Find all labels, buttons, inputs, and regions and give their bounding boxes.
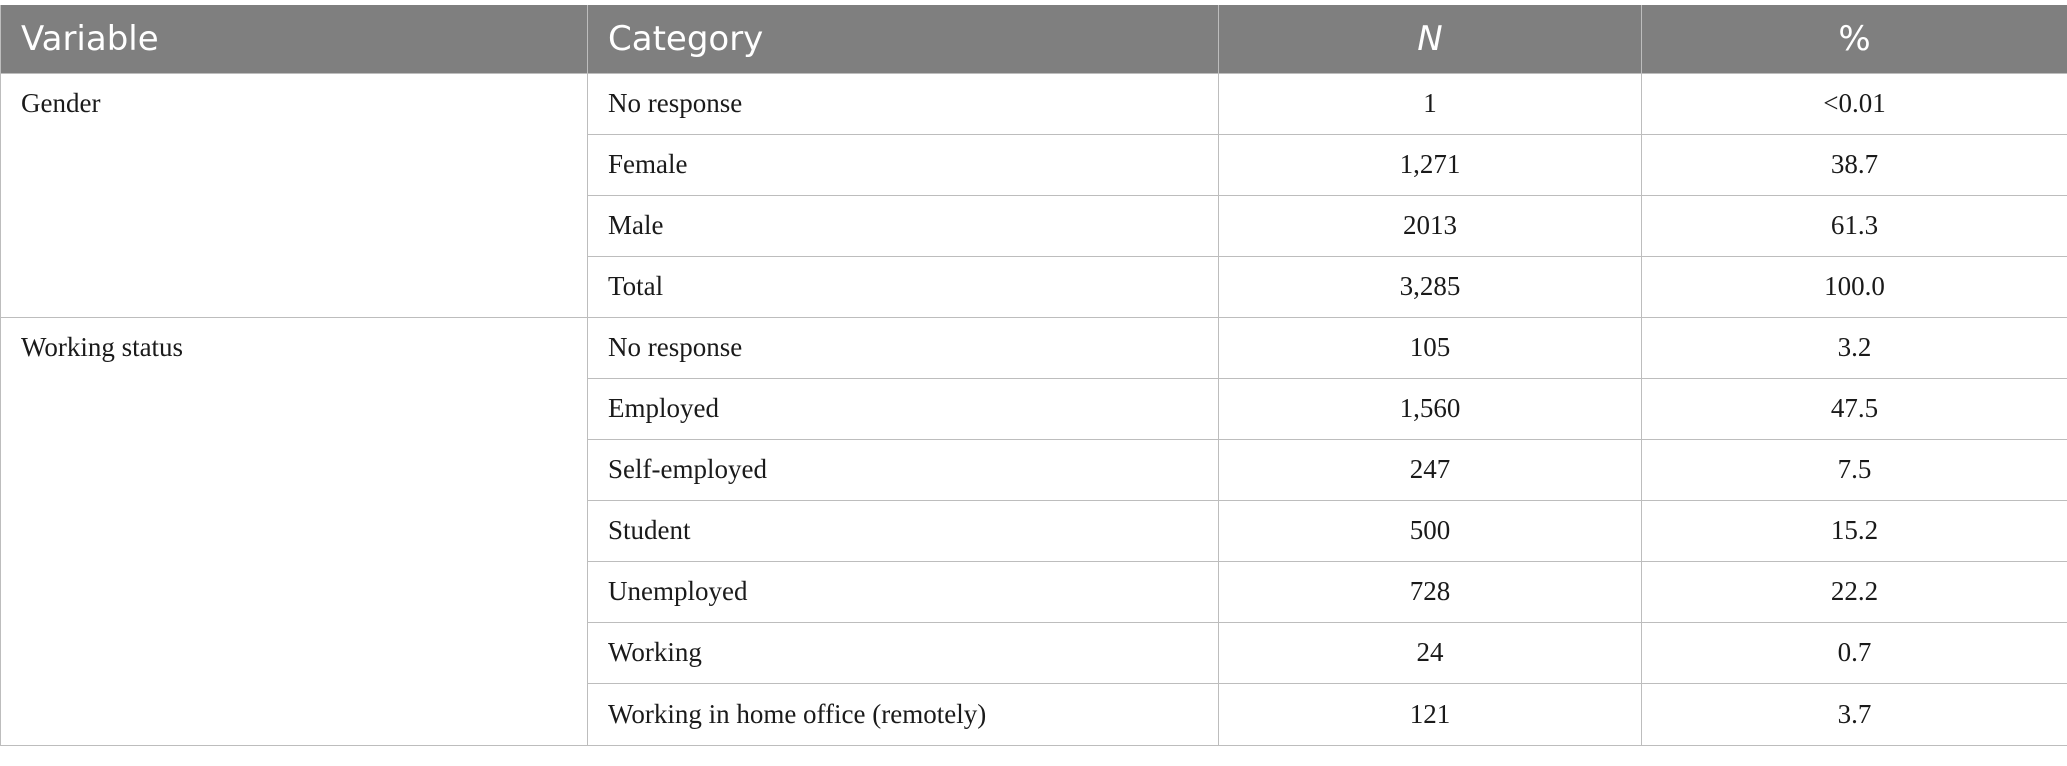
header-variable: Variable: [1, 5, 588, 73]
n-cell: 105: [1219, 317, 1642, 378]
n-cell: 1: [1219, 73, 1642, 134]
percent-cell: 22.2: [1642, 561, 2067, 622]
header-n: N: [1219, 5, 1642, 73]
table-header: [1, 5, 2067, 73]
n-cell: 728: [1219, 561, 1642, 622]
percent-cell: 7.5: [1642, 439, 2067, 500]
category-cell: Total: [588, 256, 1219, 317]
category-cell: Working: [588, 622, 1219, 683]
header-category: Category: [588, 5, 1219, 73]
category-cell: Female: [588, 134, 1219, 195]
percent-cell: 100.0: [1642, 256, 2067, 317]
n-cell: 2013: [1219, 195, 1642, 256]
n-cell: 24: [1219, 622, 1642, 683]
category-cell: Male: [588, 195, 1219, 256]
percent-cell: <0.01: [1642, 73, 2067, 134]
percent-cell: 61.3: [1642, 195, 2067, 256]
category-cell: Self-employed: [588, 439, 1219, 500]
variable-gender: Gender: [1, 73, 588, 317]
category-cell: No response: [588, 73, 1219, 134]
percent-cell: 38.7: [1642, 134, 2067, 195]
n-cell: 3,285: [1219, 256, 1642, 317]
table-body: [1, 73, 2067, 745]
category-cell: Working in home office (remotely): [588, 683, 1219, 745]
percent-cell: 47.5: [1642, 378, 2067, 439]
percent-cell: 3.7: [1642, 683, 2067, 745]
n-cell: 1,560: [1219, 378, 1642, 439]
percent-cell: 0.7: [1642, 622, 2067, 683]
n-cell: 247: [1219, 439, 1642, 500]
table-row: [1, 317, 2067, 378]
category-cell: Student: [588, 500, 1219, 561]
category-cell: Employed: [588, 378, 1219, 439]
variable-working-status: Working status: [1, 317, 588, 745]
n-cell: 1,271: [1219, 134, 1642, 195]
percent-cell: 3.2: [1642, 317, 2067, 378]
demographics-table: [0, 5, 2067, 746]
n-cell: 121: [1219, 683, 1642, 745]
category-cell: No response: [588, 317, 1219, 378]
category-cell: Unemployed: [588, 561, 1219, 622]
n-cell: 500: [1219, 500, 1642, 561]
table-row: [1, 73, 2067, 134]
header-percent: %: [1642, 5, 2067, 73]
percent-cell: 15.2: [1642, 500, 2067, 561]
